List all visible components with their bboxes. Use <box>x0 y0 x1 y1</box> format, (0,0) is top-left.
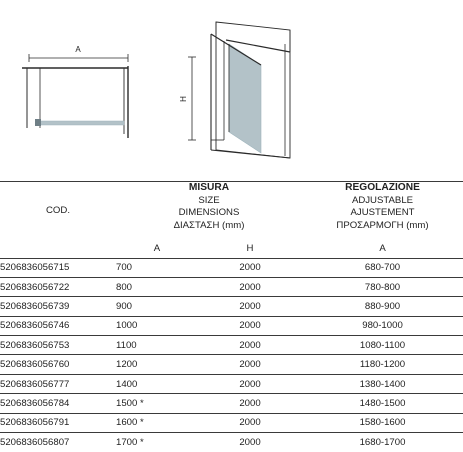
col-a-header: A <box>153 243 161 255</box>
size-a-cell: 900 <box>116 297 198 316</box>
adjustment-cell: 1680-1700 <box>302 433 463 452</box>
adjustment-cell: 1080-1100 <box>302 336 463 355</box>
elevation-view-drawing <box>179 22 290 158</box>
product-code-cell: 5206836056760 <box>0 355 116 374</box>
plan-glass-panel <box>38 121 124 125</box>
product-code-cell: 5206836056753 <box>0 336 116 355</box>
col-h-header: H <box>246 243 254 255</box>
product-code-cell: 5206836056784 <box>0 394 116 413</box>
size-h-cell: 2000 <box>198 433 302 452</box>
regolazione-line: ΠΡΟΣΑΡΜΟΓΗ (mm) <box>336 219 429 231</box>
misura-title: MISURA <box>188 182 230 193</box>
table-row <box>0 258 463 277</box>
size-h-cell: 2000 <box>198 316 302 335</box>
table-row <box>0 374 463 393</box>
size-a-cell: 1000 <box>116 316 198 335</box>
adjustment-cell: 980-1000 <box>302 316 463 335</box>
table-row <box>0 316 463 335</box>
adjustment-cell: 880-900 <box>302 297 463 316</box>
elevation-dimension-label: H <box>179 96 188 102</box>
plan-glass-profile <box>35 119 41 126</box>
misura-line: DIMENSIONS <box>178 207 240 218</box>
table-row <box>0 355 463 374</box>
table-body <box>0 258 463 452</box>
table-row <box>0 413 463 432</box>
size-h-cell: 2000 <box>198 258 302 277</box>
product-code-cell: 5206836056791 <box>0 413 116 432</box>
size-a-cell: 1500 * <box>116 394 198 413</box>
elevation-glass-panel <box>229 44 261 153</box>
regolazione-line: AJUSTEMENT <box>350 207 415 218</box>
size-a-cell: 1200 <box>116 355 198 374</box>
size-h-cell: 2000 <box>198 297 302 316</box>
table-row <box>0 277 463 296</box>
product-code-cell: 5206836056777 <box>0 374 116 393</box>
size-a-cell: 1600 * <box>116 413 198 432</box>
size-h-cell: 2000 <box>198 413 302 432</box>
size-a-cell: 800 <box>116 277 198 296</box>
size-a-cell: 1100 <box>116 336 198 355</box>
product-code-cell: 5206836056722 <box>0 277 116 296</box>
regolazione-line: ADJUSTABLE <box>351 194 414 206</box>
table-row <box>0 336 463 355</box>
product-code-cell: 5206836056715 <box>0 258 116 277</box>
cod-header: COD. <box>46 204 70 216</box>
product-code-cell: 5206836056746 <box>0 316 116 335</box>
size-h-cell: 2000 <box>198 277 302 296</box>
product-code-cell: 5206836056739 <box>0 297 116 316</box>
table-row <box>0 297 463 316</box>
adjustment-cell: 1580-1600 <box>302 413 463 432</box>
plan-view-drawing <box>22 45 128 138</box>
adjustment-cell: 1380-1400 <box>302 374 463 393</box>
regolazione-header <box>302 182 463 240</box>
size-a-cell: 1400 <box>116 374 198 393</box>
misura-line: SIZE <box>198 194 220 206</box>
misura-line: ΔΙΑΣΤΑΣΗ (mm) <box>173 219 245 231</box>
technical-drawings <box>0 0 463 180</box>
adjustment-cell: 780-800 <box>302 277 463 296</box>
table-row <box>0 433 463 452</box>
col-adj-header: A <box>379 243 386 255</box>
size-a-cell: 700 <box>116 258 198 277</box>
size-h-cell: 2000 <box>198 336 302 355</box>
adjustment-cell: 1180-1200 <box>302 355 463 374</box>
size-h-cell: 2000 <box>198 374 302 393</box>
size-a-cell: 1700 * <box>116 433 198 452</box>
adjustment-cell: 1480-1500 <box>302 394 463 413</box>
adjustment-cell: 680-700 <box>302 258 463 277</box>
regolazione-title: REGOLAZIONE <box>345 182 420 193</box>
product-code-cell: 5206836056807 <box>0 433 116 452</box>
table-subheader-row <box>0 240 463 258</box>
misura-header <box>116 182 302 240</box>
table-row <box>0 394 463 413</box>
specification-table <box>0 182 463 452</box>
plan-dimension-label: A <box>75 45 81 54</box>
size-h-cell: 2000 <box>198 355 302 374</box>
table-header-row <box>0 182 463 240</box>
size-h-cell: 2000 <box>198 394 302 413</box>
